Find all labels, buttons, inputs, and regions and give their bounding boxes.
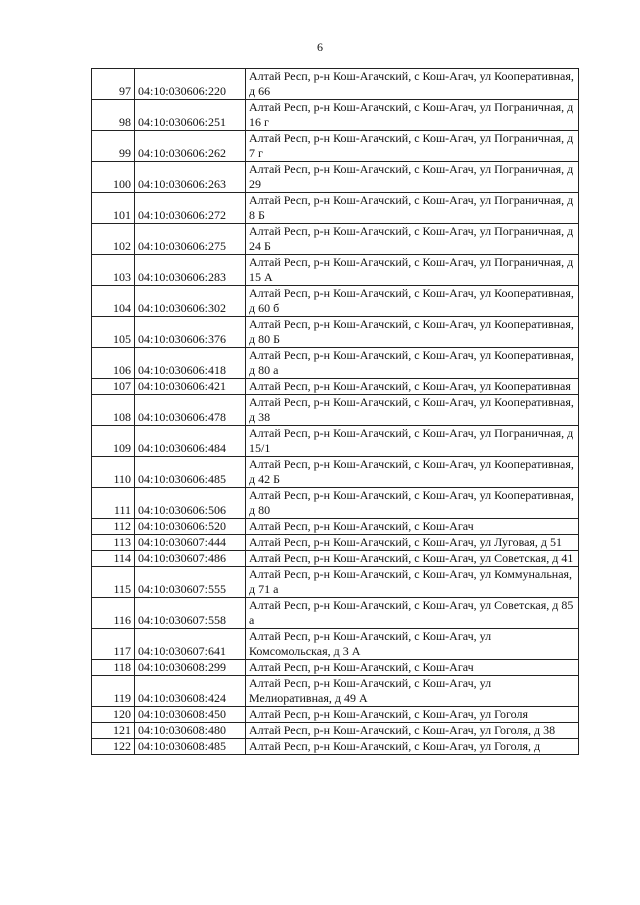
table-row xyxy=(92,224,579,255)
cadastral-number-cell: 04:10:030606:421 xyxy=(135,379,246,395)
row-number-cell: 101 xyxy=(92,193,135,224)
table-body xyxy=(92,69,579,755)
address-cell: Алтай Респ, р-н Кош-Агачский, с Кош-Агач, ул Коммунальная, д 71 а xyxy=(246,567,579,598)
row-number-cell: 104 xyxy=(92,286,135,317)
cadastral-number-cell: 04:10:030606:220 xyxy=(135,69,246,100)
address-cell: Алтай Респ, р-н Кош-Агачский, с Кош-Агач xyxy=(246,519,579,535)
cadastral-number-cell: 04:10:030606:418 xyxy=(135,348,246,379)
cadastral-number-cell: 04:10:030606:376 xyxy=(135,317,246,348)
cadastral-number-cell: 04:10:030606:302 xyxy=(135,286,246,317)
row-number-cell: 99 xyxy=(92,131,135,162)
address-cell: Алтай Респ, р-н Кош-Агачский, с Кош-Агач, ул Кооперативная, д 38 xyxy=(246,395,579,426)
address-cell: Алтай Респ, р-н Кош-Агачский, с Кош-Агач, ул Пограничная, д 16 г xyxy=(246,100,579,131)
address-cell: Алтай Респ, р-н Кош-Агачский, с Кош-Агач, ул Пограничная, д 7 г xyxy=(246,131,579,162)
row-number-cell: 97 xyxy=(92,69,135,100)
row-number-cell: 118 xyxy=(92,660,135,676)
address-cell: Алтай Респ, р-н Кош-Агачский, с Кош-Агач, ул Кооперативная, д 80 Б xyxy=(246,317,579,348)
row-number-cell: 115 xyxy=(92,567,135,598)
address-cell: Алтай Респ, р-н Кош-Агачский, с Кош-Агач, ул Гоголя, д 38 xyxy=(246,723,579,739)
address-cell: Алтай Респ, р-н Кош-Агачский, с Кош-Агач, ул Кооперативная, д 60 б xyxy=(246,286,579,317)
row-number-cell: 102 xyxy=(92,224,135,255)
table-row xyxy=(92,131,579,162)
cadastral-number-cell: 04:10:030606:478 xyxy=(135,395,246,426)
cadastral-number-cell: 04:10:030606:262 xyxy=(135,131,246,162)
table-row xyxy=(92,255,579,286)
address-cell: Алтай Респ, р-н Кош-Агачский, с Кош-Агач, ул Кооперативная, д 42 Б xyxy=(246,457,579,488)
table-row xyxy=(92,598,579,629)
address-cell: Алтай Респ, р-н Кош-Агачский, с Кош-Агач, ул Кооперативная, д 80 xyxy=(246,488,579,519)
cadastral-number-cell: 04:10:030608:485 xyxy=(135,739,246,755)
table-row xyxy=(92,286,579,317)
row-number-cell: 105 xyxy=(92,317,135,348)
row-number-cell: 122 xyxy=(92,739,135,755)
table-row xyxy=(92,551,579,567)
table-row xyxy=(92,317,579,348)
address-cell: Алтай Респ, р-н Кош-Агачский, с Кош-Агач, ул Пограничная, д 29 xyxy=(246,162,579,193)
table-row xyxy=(92,488,579,519)
table-row xyxy=(92,379,579,395)
row-number-cell: 109 xyxy=(92,426,135,457)
row-number-cell: 103 xyxy=(92,255,135,286)
row-number-cell: 107 xyxy=(92,379,135,395)
address-cell: Алтай Респ, р-н Кош-Агачский, с Кош-Агач, ул Гоголя xyxy=(246,707,579,723)
cadastral-number-cell: 04:10:030608:450 xyxy=(135,707,246,723)
table-row xyxy=(92,707,579,723)
table-row xyxy=(92,426,579,457)
cadastral-number-cell: 04:10:030606:251 xyxy=(135,100,246,131)
cadastral-number-cell: 04:10:030607:558 xyxy=(135,598,246,629)
address-cell: Алтай Респ, р-н Кош-Агачский, с Кош-Агач, ул Пограничная, д 15 А xyxy=(246,255,579,286)
address-cell: Алтай Респ, р-н Кош-Агачский, с Кош-Агач xyxy=(246,660,579,676)
cadastral-number-cell: 04:10:030606:484 xyxy=(135,426,246,457)
table-row xyxy=(92,457,579,488)
address-cell: Алтай Респ, р-н Кош-Агачский, с Кош-Агач, ул Пограничная, д 15/1 xyxy=(246,426,579,457)
row-number-cell: 116 xyxy=(92,598,135,629)
row-number-cell: 108 xyxy=(92,395,135,426)
cadastral-number-cell: 04:10:030606:485 xyxy=(135,457,246,488)
row-number-cell: 114 xyxy=(92,551,135,567)
address-cell: Алтай Респ, р-н Кош-Агачский, с Кош-Агач, ул Луговая, д 51 xyxy=(246,535,579,551)
address-cell: Алтай Респ, р-н Кош-Агачский, с Кош-Агач, ул Кооперативная xyxy=(246,379,579,395)
table-row xyxy=(92,739,579,755)
table-row xyxy=(92,100,579,131)
cadastral-number-cell: 04:10:030608:424 xyxy=(135,676,246,707)
row-number-cell: 113 xyxy=(92,535,135,551)
address-cell: Алтай Респ, р-н Кош-Агачский, с Кош-Агач, ул Гоголя, д xyxy=(246,739,579,755)
table-row xyxy=(92,629,579,660)
table-row xyxy=(92,535,579,551)
row-number-cell: 98 xyxy=(92,100,135,131)
row-number-cell: 112 xyxy=(92,519,135,535)
row-number-cell: 117 xyxy=(92,629,135,660)
cadastral-number-cell: 04:10:030606:275 xyxy=(135,224,246,255)
address-cell: Алтай Респ, р-н Кош-Агачский, с Кош-Агач, ул Кооперативная, д 66 xyxy=(246,69,579,100)
table-row xyxy=(92,567,579,598)
address-cell: Алтай Респ, р-н Кош-Агачский, с Кош-Агач, ул Кооперативная, д 80 а xyxy=(246,348,579,379)
table-row xyxy=(92,69,579,100)
row-number-cell: 119 xyxy=(92,676,135,707)
cadastral-number-cell: 04:10:030606:520 xyxy=(135,519,246,535)
cadastral-number-cell: 04:10:030608:299 xyxy=(135,660,246,676)
address-cell: Алтай Респ, р-н Кош-Агачский, с Кош-Агач, ул Советская, д 85 а xyxy=(246,598,579,629)
cadastral-number-cell: 04:10:030607:444 xyxy=(135,535,246,551)
row-number-cell: 111 xyxy=(92,488,135,519)
table-row xyxy=(92,676,579,707)
cadastral-number-cell: 04:10:030607:641 xyxy=(135,629,246,660)
address-cell: Алтай Респ, р-н Кош-Агачский, с Кош-Агач, ул Пограничная, д 24 Б xyxy=(246,224,579,255)
cadastral-number-cell: 04:10:030607:555 xyxy=(135,567,246,598)
cadastral-number-cell: 04:10:030607:486 xyxy=(135,551,246,567)
row-number-cell: 120 xyxy=(92,707,135,723)
cadastral-number-cell: 04:10:030606:506 xyxy=(135,488,246,519)
table-row xyxy=(92,723,579,739)
table-row xyxy=(92,395,579,426)
row-number-cell: 110 xyxy=(92,457,135,488)
table-row xyxy=(92,348,579,379)
cadastral-number-cell: 04:10:030606:283 xyxy=(135,255,246,286)
row-number-cell: 106 xyxy=(92,348,135,379)
table-row xyxy=(92,162,579,193)
row-number-cell: 100 xyxy=(92,162,135,193)
row-number-cell: 121 xyxy=(92,723,135,739)
cadastral-number-cell: 04:10:030608:480 xyxy=(135,723,246,739)
address-cell: Алтай Респ, р-н Кош-Агачский, с Кош-Агач, ул Комсомольская, д 3 А xyxy=(246,629,579,660)
address-cell: Алтай Респ, р-н Кош-Агачский, с Кош-Агач, ул Советская, д 41 xyxy=(246,551,579,567)
cadastral-records-table xyxy=(91,68,579,755)
table-row xyxy=(92,193,579,224)
table-row xyxy=(92,660,579,676)
address-cell: Алтай Респ, р-н Кош-Агачский, с Кош-Агач, ул Мелиоративная, д 49 А xyxy=(246,676,579,707)
cadastral-number-cell: 04:10:030606:272 xyxy=(135,193,246,224)
address-cell: Алтай Респ, р-н Кош-Агачский, с Кош-Агач, ул Пограничная, д 8 Б xyxy=(246,193,579,224)
cadastral-number-cell: 04:10:030606:263 xyxy=(135,162,246,193)
table-row xyxy=(92,519,579,535)
page-number: 6 xyxy=(317,40,323,54)
